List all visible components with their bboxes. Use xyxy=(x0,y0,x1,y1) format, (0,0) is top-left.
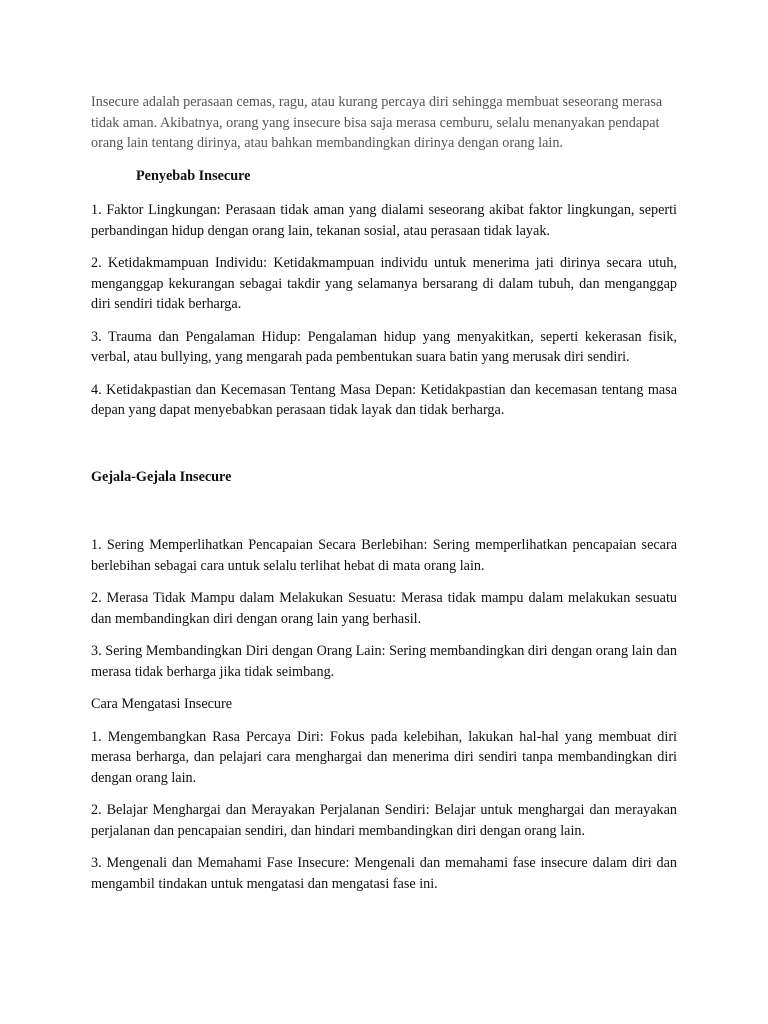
list-item: 1. Sering Memperlihatkan Pencapaian Secara Berlebihan: Sering memperlihatkan pencapaian secara berlebihan sebagai cara untuk selalu terlihat hebat di mata orang lain. xyxy=(91,537,677,574)
list-item: 3. Trauma dan Pengalaman Hidup: Pengalaman hidup yang menyakitkan, seperti kekerasan fisik, verbal, atau bullying, yang mengarah pada pembentukan suara batin yang merusak diri sendiri. xyxy=(91,328,677,365)
document-body xyxy=(91,92,677,906)
list-item: 2. Ketidakmampuan Individu: Ketidakmampuan individu untuk menerima jati dirinya secara utuh, menganggap kekurangan sebagai takdir yang selamanya bersarang di dalam tubuh, dan menganggap diri sendiri tidak berharga. xyxy=(91,255,677,312)
list-item: 1. Mengembangkan Rasa Percaya Diri: Fokus pada kelebihan, lakukan hal-hal yang membuat diri merasa berharga, dan pelajari cara menghargai dan menerima diri sendiri tanpa membandingkan diri dengan orang lain. xyxy=(91,728,677,786)
heading-gejala: Gejala-Gejala Insecure xyxy=(91,468,232,485)
heading-penyebab: Penyebab Insecure xyxy=(136,167,251,184)
list-item: 2. Belajar Menghargai dan Merayakan Perjalanan Sendiri: Belajar untuk menghargai dan merayakan perjalanan dan pencapaian sendiri, dan hindari membandingkan diri dengan orang lain. xyxy=(91,802,677,839)
list-item: 3. Sering Membandingkan Diri dengan Orang Lain: Sering membandingkan diri dengan orang lain dan merasa tidak berharga jika tidak seimbang. xyxy=(91,643,677,680)
list-item: 4. Ketidakpastian dan Kecemasan Tentang Masa Depan: Ketidakpastian dan kecemasan tentang masa depan yang dapat menyebabkan perasaan tidak layak dan tidak berharga. xyxy=(91,381,677,418)
list-item: 3. Mengenali dan Memahami Fase Insecure: Mengenali dan memahami fase insecure dalam diri dan mengambil tindakan untuk mengatasi dan mengatasi fase ini. xyxy=(91,855,677,892)
intro-paragraph: Insecure adalah perasaan cemas, ragu, atau kurang percaya diri sehingga membuat seseorang merasa tidak aman. Akibatnya, orang yang insecure bisa saja merasa cemburu, selalu menanyakan pendapat orang lain tentang dirinya, atau bahkan membandingkan dirinya dengan orang lain. xyxy=(91,94,663,151)
list-item: 1. Faktor Lingkungan: Perasaan tidak aman yang dialami seseorang akibat faktor lingkungan, seperti perbandingan hidup dengan orang lain, tekanan sosial, atau perasaan tidak layak. xyxy=(91,202,677,239)
list-item: 2. Merasa Tidak Mampu dalam Melakukan Sesuatu: Merasa tidak mampu dalam melakukan sesuatu dan membandingkan diri dengan orang lain yang berhasil. xyxy=(91,590,677,627)
heading-cara-mengatasi: Cara Mengatasi Insecure xyxy=(91,696,233,712)
